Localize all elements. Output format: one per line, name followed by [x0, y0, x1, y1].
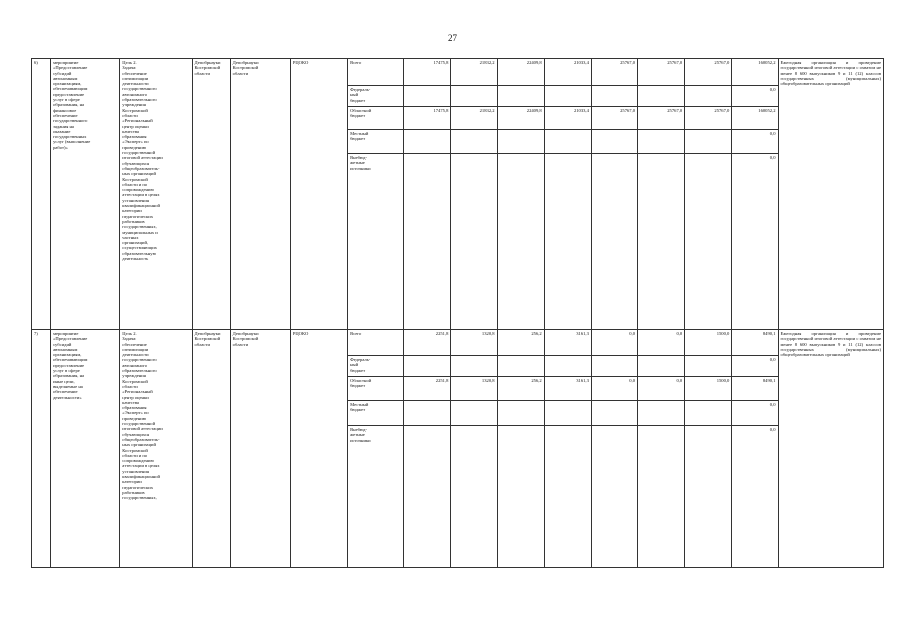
year-value	[638, 86, 685, 107]
year-value	[404, 356, 451, 377]
year-value	[638, 401, 685, 426]
funding-source: Федераль- ный бюджет	[348, 356, 404, 377]
year-value	[544, 356, 591, 377]
year-value	[497, 426, 544, 568]
year-value: 21033,4	[544, 107, 591, 130]
event-cell: мероприятие «Предоставление субсидий автономным организациям, обеспечивающим предоставление услуг в сфере образования, на иные цели, выделяемые на обеспечение деятельности»	[51, 330, 120, 568]
year-value	[591, 154, 637, 330]
total-value: 0,0	[732, 356, 778, 377]
year-value	[591, 356, 637, 377]
year-value: 25767,0	[638, 59, 685, 86]
total-value: 0,0	[732, 130, 778, 154]
year-value: 22409,8	[497, 107, 544, 130]
funding-source: Областной бюджет	[348, 107, 404, 130]
year-value	[591, 130, 637, 154]
goal-cell: Цель 2. Задача: обеспечение оптимизации деятельности государственного автономного образовательного учреждения Костромской области «Региональный центр оценки качества образования «Эксперт» по проведению государственной итоговой аттестации обучающихся общеобразователь- ных организаций Костромской области и по сопровождению аттестации в целях установления квалификационной категории педагогических работников государственных,	[120, 330, 192, 568]
year-value	[497, 86, 544, 107]
funding-source: Федераль- ный бюджет	[348, 86, 404, 107]
funding-source: Местный бюджет	[348, 130, 404, 154]
year-value: 1320,8	[451, 330, 497, 356]
year-value	[685, 154, 732, 330]
year-value	[404, 426, 451, 568]
year-value	[638, 154, 685, 330]
year-value	[451, 154, 497, 330]
total-value: 0,0	[732, 426, 778, 568]
year-value	[404, 401, 451, 426]
year-value: 3161,3	[544, 377, 591, 401]
year-value: 1320,8	[451, 377, 497, 401]
total-value: 0,0	[732, 401, 778, 426]
total-value: 0,0	[732, 154, 778, 330]
funding-source: Областной бюджет	[348, 377, 404, 401]
year-value	[497, 130, 544, 154]
year-value	[404, 130, 451, 154]
customer-cell: Депобрнауки Костромской области	[192, 59, 230, 330]
year-value	[451, 401, 497, 426]
year-value	[638, 356, 685, 377]
year-value	[451, 130, 497, 154]
year-value: 256,2	[497, 330, 544, 356]
year-value	[544, 130, 591, 154]
goal-cell: Цель 2. Задача: обеспечение оптимизации деятельности государственного автономного образовательного учреждения Костромской области «Региональный центр оценки качества образования «Эксперт» по проведению государственной итоговой аттестации обучающихся общеобразователь- ных организаций Костромской области и по сопровождению аттестации в целях установления квалификационной категории педагогических работников государственных, муниципальных и частных организаций, осуществляющих образовательную деятельность	[120, 59, 192, 330]
funding-row	[32, 330, 884, 356]
total-value: 0,0	[732, 86, 778, 107]
year-value	[451, 86, 497, 107]
year-value: 17475,8	[404, 107, 451, 130]
funding-source: Внебюд- жетные источники	[348, 154, 404, 330]
year-value	[404, 154, 451, 330]
year-value	[451, 426, 497, 568]
year-value	[685, 86, 732, 107]
total-value: 8490,1	[732, 377, 778, 401]
year-value	[451, 356, 497, 377]
year-value: 2251,8	[404, 330, 451, 356]
year-value: 21832,2	[451, 107, 497, 130]
year-value: 2251,8	[404, 377, 451, 401]
funding-source: Местный бюджет	[348, 401, 404, 426]
year-value	[685, 130, 732, 154]
year-value: 25767,0	[685, 107, 732, 130]
year-value: 25767,0	[591, 59, 637, 86]
year-value	[497, 154, 544, 330]
year-value: 25767,0	[638, 107, 685, 130]
year-value	[497, 401, 544, 426]
year-value	[591, 401, 637, 426]
year-value: 17475,8	[404, 59, 451, 86]
year-value	[497, 356, 544, 377]
year-value	[591, 426, 637, 568]
year-value	[404, 86, 451, 107]
year-value: 25767,0	[685, 59, 732, 86]
year-value: 1500,0	[685, 377, 732, 401]
customer-cell: Депобрнауки Костромской области	[192, 330, 230, 568]
year-value: 0,0	[591, 330, 637, 356]
total-value: 8490,1	[732, 330, 778, 356]
page-number: 27	[448, 33, 457, 43]
row-number: 6)	[32, 59, 51, 330]
year-value: 0,0	[638, 377, 685, 401]
year-value	[544, 401, 591, 426]
year-value: 0,0	[591, 377, 637, 401]
executor-cell: Депобрнауки Костромской области	[230, 330, 290, 568]
year-value: 1500,0	[685, 330, 732, 356]
participant-cell: РЦОКО	[290, 330, 347, 568]
year-value	[685, 401, 732, 426]
funding-source: Всего	[348, 330, 404, 356]
indicator-cell: Ежегодная организация и проведение государственной итоговой аттестации с охватом не менее 8 600 выпускников 9 и 11 (12) классов государственных (муниципальных) общеобразовательных организаций	[778, 330, 884, 568]
event-cell: мероприятие «Предоставление субсидий автономным организациям, обеспечивающим предоставление услуг в сфере образования, на финансовое обеспечение государственного задания на оказание государственных услуг (выполнение работ)»	[51, 59, 120, 330]
row-number: 7)	[32, 330, 51, 568]
year-value	[544, 86, 591, 107]
program-table	[31, 58, 884, 568]
year-value: 256,2	[497, 377, 544, 401]
executor-cell: Депобрнауки Костромской области	[230, 59, 290, 330]
year-value	[544, 426, 591, 568]
year-value	[685, 426, 732, 568]
funding-source: Внебюд- жетные источники	[348, 426, 404, 568]
year-value	[591, 86, 637, 107]
year-value: 21832,2	[451, 59, 497, 86]
participant-cell: РЦОКО	[290, 59, 347, 330]
funding-source: Всего	[348, 59, 404, 86]
total-value: 160052,2	[732, 107, 778, 130]
year-value: 22409,8	[497, 59, 544, 86]
year-value	[638, 130, 685, 154]
indicator-cell: Ежегодная организация и проведение государственной итоговой аттестации с охватом не менее 8 600 выпускников 9 и 11 (12) классов государственных (муниципальных) общеобразовательных организаций	[778, 59, 884, 330]
year-value: 25767,0	[591, 107, 637, 130]
year-value	[544, 154, 591, 330]
year-value: 21033,4	[544, 59, 591, 86]
year-value	[638, 426, 685, 568]
year-value: 0,0	[638, 330, 685, 356]
total-value: 160052,2	[732, 59, 778, 86]
year-value: 3161,3	[544, 330, 591, 356]
year-value	[685, 356, 732, 377]
funding-row	[32, 59, 884, 86]
